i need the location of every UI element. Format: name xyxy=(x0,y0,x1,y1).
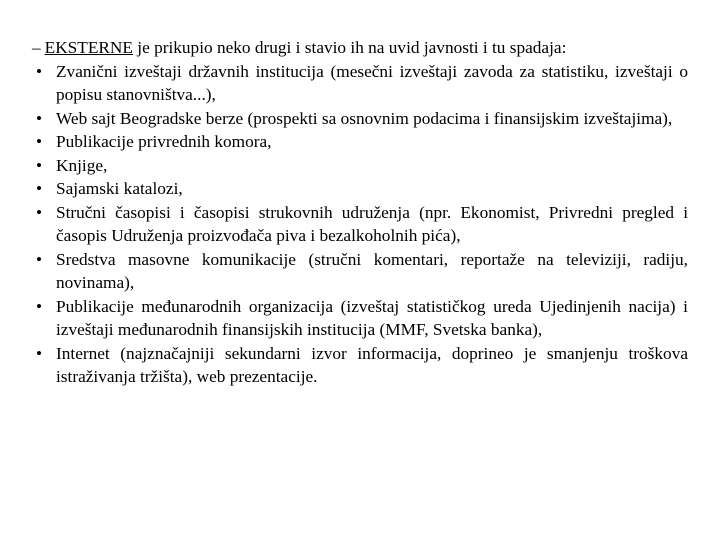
list-item-text: Web sajt Beogradske berze (prospekti sa osnovnim podacima i finansijskim izveštajima), xyxy=(56,108,673,128)
bullet-icon: • xyxy=(35,61,43,81)
bullet-icon: • xyxy=(35,296,43,316)
list-item-text: Stručni časopisi i časopisi strukovnih udruženja (npr. Ekonomist, Privredni pregled i časopis Udruženja proizvođača piva i bezalkoholnih pića), xyxy=(56,202,688,245)
bullet-icon: • xyxy=(35,202,43,222)
list-item xyxy=(32,295,688,342)
intro-text: je prikupio neko drugi i stavio ih na uvid javnosti i tu spadaja: xyxy=(132,38,567,57)
list-item xyxy=(32,130,688,154)
intro-line xyxy=(32,36,688,60)
bullet-icon: • xyxy=(35,155,43,175)
list-item-text: Internet (najznačajniji sekundarni izvor informacija, doprineo je smanjenju troškova istraživanja tržišta), web prezentacije. xyxy=(56,343,688,386)
list-item-text: Publikacije međunarodnih organizacija (izveštaj statističkog ureda Ujedinjenih nacija) i izveštaji međunarodnih finansijskih institucija (MMF, Svetska banka), xyxy=(56,296,688,339)
list-item xyxy=(32,177,688,201)
list-item xyxy=(32,248,688,295)
list-item-text: Sredstva masovne komunikacije (stručni komentari, reportaže na televiziji, radiju, novinama), xyxy=(56,249,688,292)
list-item xyxy=(32,60,688,107)
list-item-text: Zvanični izveštaji državnih institucija (mesečni izveštaji zavoda za statistiku, izveštaji o popisu stanovništva...), xyxy=(56,61,688,104)
list-item-text: Publikacije privrednih komora, xyxy=(56,132,272,151)
list-item xyxy=(32,154,688,178)
bullet-icon: • xyxy=(35,249,43,269)
intro-dash: – xyxy=(32,38,41,57)
bullet-icon: • xyxy=(35,179,43,198)
source-list xyxy=(32,60,688,389)
bullet-icon: • xyxy=(35,108,43,128)
list-item xyxy=(32,342,688,389)
list-item xyxy=(32,201,688,248)
intro-term-eksterne: EKSTERNE xyxy=(44,38,133,57)
list-item-text: Knjige, xyxy=(56,155,108,175)
list-item xyxy=(32,107,688,131)
list-item-text: Sajamski katalozi, xyxy=(56,179,183,198)
bullet-icon: • xyxy=(35,132,43,151)
bullet-icon: • xyxy=(35,343,43,363)
